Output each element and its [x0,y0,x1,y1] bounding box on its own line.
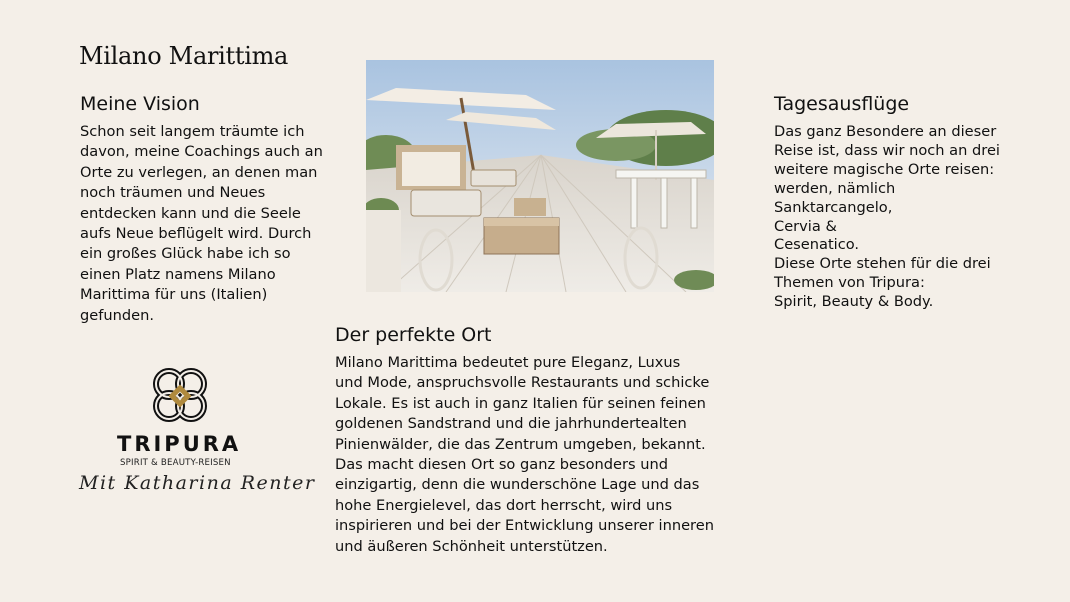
vision-line: Schon seit langem träumte ich [80,123,305,140]
vision-line: ein großes Glück habe ich so [80,245,291,263]
logo-tagline: SPIRIT & BEAUTY-REISEN [120,458,231,468]
place-line: hohe Energielevel, das dort herrscht, wird uns [335,496,673,514]
logo-signature: Mit Katharina Renter [79,472,316,494]
trips-text [774,123,1010,312]
place-heading: Der perfekte Ort [335,324,492,346]
place-line: Lokale. Es ist auch in ganz Italien für seinen feinen [335,394,706,412]
place-line: und Mode, anspruchsvolle Restaurants und schicke [335,374,710,392]
vision-line: einen Platz namens Milano [80,265,276,283]
vision-line: gefunden. [80,306,155,324]
vision-heading: Meine Vision [80,93,200,115]
trips-line: weitere magische Orte reisen: [774,160,995,178]
trips-line: Themen von Tripura: [774,274,925,292]
place-line: einzigartig, denn die wunderschöne Lage und das [335,476,700,494]
place-line: Milano Marittima bedeutet pure Eleganz, Luxus [335,354,681,371]
page-title: Milano Marittima [79,42,289,70]
place-line: inspirieren und bei der Entwicklung unserer inneren [335,517,714,535]
vision-line: Marittima für uns (Italien) [80,286,268,304]
vision-line: Orte zu verlegen, an denen man [80,163,318,181]
place-text [335,353,735,557]
place-line: und äußeren Schönheit unterstützen. [335,537,608,555]
trips-line: Das ganz Besondere an dieser [774,123,997,140]
trips-line: Spirit, Beauty & Body. [774,293,934,311]
beach-lounge-photo [366,60,714,292]
place-line: goldenen Sandstrand und die jahrhundertealten [335,415,687,433]
trips-line: Reise ist, dass wir noch an drei [774,141,1000,159]
trips-heading: Tagesausflüge [774,93,910,115]
trips-line: Cervia & [774,217,837,235]
trips-line: Sanktarcangelo, [774,198,893,216]
vision-line: davon, meine Coachings auch an [80,143,323,161]
trips-line: Cesenatico. [774,236,860,254]
knot-logo-icon [110,368,260,428]
vision-line: noch träumen und Neues [80,184,266,202]
trips-line: Diese Orte stehen für die drei [774,255,991,273]
place-line: Pinienwälder, die das Zentrum umgeben, bekannt. [335,435,706,453]
place-line: Das macht diesen Ort so ganz besonders und [335,456,669,474]
logo-wordmark: TRIPURA [117,432,242,456]
vision-line: aufs Neue beflügelt wird. Durch [80,225,312,243]
vision-line: entdecken kann und die Seele [80,204,301,222]
trips-line: werden, nämlich [774,179,896,197]
vision-text [80,122,323,326]
